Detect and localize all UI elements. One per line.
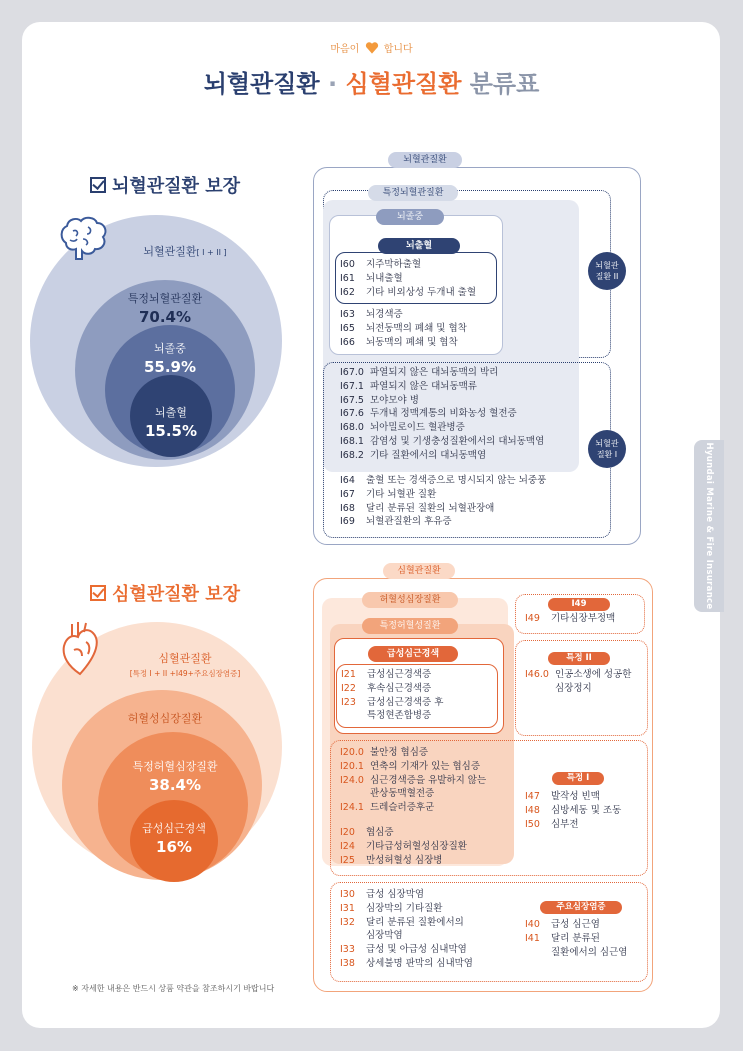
brain-hemorrhage-label-text: 뇌출혈 bbox=[155, 406, 187, 419]
list-item bbox=[340, 957, 473, 971]
heart-ischemic-label-text: 허혈성심장질환 bbox=[127, 712, 203, 725]
title-dot: · bbox=[327, 70, 338, 98]
name-text: 급성 심장막염 bbox=[366, 889, 425, 900]
list-item bbox=[340, 366, 544, 380]
code-text: I20 bbox=[340, 827, 355, 838]
list-item bbox=[340, 902, 473, 916]
brain-section-title-text: 뇌혈관질환 보장 bbox=[112, 176, 240, 197]
name-text: 심방세동 및 조동 bbox=[551, 804, 622, 816]
brain-stroke-list bbox=[340, 308, 467, 349]
name-text: 지주막하출혈 bbox=[366, 259, 422, 270]
list-item bbox=[340, 943, 473, 957]
code-text: I49 bbox=[525, 613, 540, 624]
heart-ischemic-list bbox=[340, 826, 467, 867]
brain-type2-label-text: 뇌혈관 질환 II bbox=[595, 261, 619, 281]
brain-outer-pill: 뇌혈관질환 bbox=[388, 152, 462, 168]
list-item bbox=[340, 854, 467, 868]
brain-specific-list bbox=[340, 366, 544, 463]
name-text: 달리 분류된 질환의 뇌혈관장애 bbox=[366, 502, 495, 514]
side-tab-text: Hyundai Marine & Fire Insurance bbox=[704, 442, 714, 610]
name-text: 발작성 빈맥 bbox=[551, 791, 600, 802]
name-text: 뇌혈관질환의 후유증 bbox=[366, 516, 452, 528]
heart-section-title bbox=[90, 580, 240, 606]
code-text: I46.0 bbox=[525, 669, 549, 680]
brain-stroke-label-text: 뇌졸중 bbox=[154, 342, 186, 355]
name-text: 협심증 bbox=[366, 827, 394, 838]
code-text: I47 bbox=[525, 791, 540, 802]
heart-outer-label-text: 심혈관질환 bbox=[158, 652, 212, 665]
name-text: 달리 분류된 bbox=[551, 932, 600, 944]
code-text: I66 bbox=[340, 336, 355, 348]
heart-ischemic-label bbox=[100, 710, 230, 726]
heart-ami-pct: 16% bbox=[156, 838, 192, 856]
code-text: I68.0 bbox=[340, 422, 364, 434]
name-text: 급성 심근염 bbox=[551, 919, 600, 930]
heart-special2-list bbox=[525, 668, 631, 696]
name-text: 특정현존합병증 bbox=[367, 710, 432, 722]
code-text: I24 bbox=[340, 840, 355, 852]
name-text: 파열되지 않은 대뇌동맥류 bbox=[370, 380, 477, 392]
name-text: 급성심근경색증 bbox=[367, 669, 432, 680]
code-text: I67.1 bbox=[340, 380, 364, 392]
heart-major-list bbox=[525, 918, 627, 959]
name-text: 급성 및 아급성 심내막염 bbox=[366, 944, 467, 956]
name-text: 급성심근경색증 후 bbox=[367, 696, 444, 708]
heart-ami-list bbox=[341, 668, 443, 723]
code-text: I32 bbox=[340, 916, 355, 928]
name-text: 뇌내출혈 bbox=[366, 272, 403, 284]
major-inflammation-tag: 주요심장염증 bbox=[540, 901, 622, 914]
brain-specific-label bbox=[95, 290, 235, 326]
brain-type2-label bbox=[588, 252, 626, 290]
list-item bbox=[340, 826, 467, 840]
name-text: 질환에서의 심근염 bbox=[551, 946, 628, 958]
heart-specific-pill: 특정허혈성질환 bbox=[362, 618, 458, 634]
list-item bbox=[525, 682, 631, 696]
heart-specific-label-text: 특정허혈심장질환 bbox=[132, 760, 218, 773]
brain-hemorrhage-pill: 뇌출혈 bbox=[378, 238, 460, 254]
brain-outer-sub: [ I + II ] bbox=[196, 248, 227, 257]
heart-icon bbox=[365, 41, 379, 55]
special1-tag: 특정 I bbox=[552, 772, 604, 785]
brain-hemorrhage-list bbox=[340, 258, 476, 299]
code-text: I22 bbox=[341, 682, 356, 694]
name-text: 불안정 협심증 bbox=[370, 747, 429, 758]
list-item bbox=[525, 946, 627, 960]
brain-hemorrhage-pct: 15.5% bbox=[144, 422, 198, 440]
heart-specific-label bbox=[105, 758, 245, 794]
heart-ami-label-text: 급성심근경색 bbox=[142, 822, 206, 835]
code-text: I31 bbox=[340, 902, 355, 914]
code-text: I48 bbox=[525, 804, 540, 816]
heart-organ-icon bbox=[58, 620, 102, 676]
name-text: 뇌동맥의 폐쇄 및 협착 bbox=[366, 336, 458, 348]
brain-stroke-pill: 뇌졸중 bbox=[376, 209, 444, 225]
brain-stroke-label bbox=[110, 340, 230, 376]
brain-type1-label bbox=[588, 430, 626, 468]
list-item bbox=[341, 696, 443, 710]
heart-outer-pill: 심혈관질환 bbox=[383, 563, 455, 579]
brain-stroke-pct: 55.9% bbox=[143, 358, 197, 376]
heart-special1-list bbox=[525, 790, 621, 831]
list-item bbox=[341, 682, 443, 696]
name-text: 감염성 및 기생충성질환에서의 대뇌동맥염 bbox=[370, 435, 545, 447]
code-text: I62 bbox=[340, 286, 355, 298]
list-item bbox=[525, 804, 621, 818]
list-item bbox=[340, 286, 476, 300]
list-item bbox=[340, 421, 544, 435]
list-item bbox=[340, 502, 546, 516]
list-item bbox=[340, 336, 467, 350]
name-text: 기타급성허혈성심장질환 bbox=[366, 840, 467, 852]
code-text: I33 bbox=[340, 944, 355, 956]
list-item bbox=[341, 709, 443, 723]
name-text: 상세불명 판막의 심내막염 bbox=[366, 957, 473, 969]
heart-ami-pill: 급성심근경색 bbox=[368, 646, 458, 662]
name-text: 후속심근경색증 bbox=[367, 682, 432, 694]
code-text: I63 bbox=[340, 309, 355, 320]
brain-icon bbox=[58, 215, 110, 261]
brain-specific-label-text: 특정뇌혈관질환 bbox=[127, 292, 203, 305]
code-text: I67 bbox=[340, 488, 355, 500]
list-item bbox=[340, 787, 486, 801]
i49-tag: I49 bbox=[548, 598, 610, 611]
list-item bbox=[340, 488, 546, 502]
code-text: I68.1 bbox=[340, 435, 364, 447]
special2-tag: 특정 II bbox=[548, 652, 610, 665]
list-item bbox=[340, 774, 486, 788]
list-item bbox=[340, 308, 467, 322]
list-item bbox=[525, 932, 627, 946]
name-text: 뇌아밀로이드 혈관병증 bbox=[370, 422, 465, 434]
heart-ischemic-pill: 허혈성심장질환 bbox=[362, 592, 458, 608]
list-item bbox=[340, 888, 473, 902]
name-text: 만성허혈성 심장병 bbox=[366, 854, 443, 866]
code-text: I25 bbox=[340, 854, 355, 866]
heart-section-title-text: 심혈관질환 보장 bbox=[112, 584, 240, 605]
brain-outer-label bbox=[120, 243, 250, 259]
brain-specific-pill: 특정뇌혈관질환 bbox=[368, 185, 458, 201]
list-item bbox=[340, 746, 486, 760]
heart-ami-label bbox=[132, 820, 216, 856]
page-title bbox=[0, 64, 743, 99]
list-item bbox=[340, 760, 486, 774]
list-item bbox=[340, 435, 544, 449]
list-item bbox=[340, 258, 476, 272]
list-item bbox=[525, 668, 631, 682]
list-item bbox=[341, 668, 443, 682]
code-text: I68.2 bbox=[340, 449, 364, 461]
name-text: 심부전 bbox=[551, 818, 579, 830]
name-text: 파열되지 않은 대뇌동맥의 박리 bbox=[370, 367, 499, 378]
name-text: 출혈 또는 경색증으로 명시되지 않는 뇌중풍 bbox=[366, 475, 547, 486]
code-text: I40 bbox=[525, 919, 540, 930]
name-text: 인공소생에 성공한 bbox=[555, 669, 632, 680]
list-item bbox=[340, 322, 467, 336]
name-text: 기타심장부정맥 bbox=[551, 613, 616, 624]
name-text: 모야모야 병 bbox=[370, 394, 419, 406]
name-text: 기타 비외상성 두개내 출혈 bbox=[366, 286, 477, 298]
brain-outer-label-text: 뇌혈관질환 bbox=[143, 245, 197, 258]
list-item bbox=[340, 407, 544, 421]
list-item bbox=[340, 916, 473, 930]
code-text: I64 bbox=[340, 475, 355, 486]
brand-slogan bbox=[0, 40, 743, 55]
list-item bbox=[340, 380, 544, 394]
name-text: 뇌전동맥의 폐쇄 및 협착 bbox=[366, 322, 467, 334]
heart-specific-pct: 38.4% bbox=[148, 776, 202, 794]
name-text: 심장막염 bbox=[366, 930, 403, 942]
code-text: I24.1 bbox=[340, 802, 364, 814]
brand-right-text: 합니다 bbox=[383, 44, 413, 55]
code-text: I41 bbox=[525, 932, 540, 944]
list-item bbox=[525, 612, 615, 626]
checkbox-icon bbox=[90, 177, 106, 193]
title-part1: 뇌혈관질환 bbox=[203, 70, 320, 98]
title-part3: 분류표 bbox=[469, 70, 540, 98]
name-text: 기타 뇌혈관 질환 bbox=[366, 488, 437, 500]
name-text: 연축의 기재가 있는 협심증 bbox=[370, 760, 481, 772]
name-text: 기타 질환에서의 대뇌동맥염 bbox=[370, 449, 487, 461]
code-text: I68 bbox=[340, 502, 355, 514]
heart-specific-list bbox=[340, 746, 486, 815]
code-text: I20.1 bbox=[340, 760, 364, 772]
heart-outer-sub: [특정 I + II +I49+주요심장염증] bbox=[129, 669, 241, 678]
code-text: I21 bbox=[341, 669, 356, 680]
footnote: ※ 자세한 내용은 반드시 상품 약관을 참조하시기 바랍니다 bbox=[72, 984, 275, 993]
name-text: 드레슬러증후군 bbox=[370, 802, 435, 814]
name-text: 심근경색증을 유발하지 않는 bbox=[370, 774, 487, 786]
code-text: I20.0 bbox=[340, 747, 364, 758]
list-item bbox=[340, 474, 546, 488]
code-text: I38 bbox=[340, 957, 355, 969]
name-text: 달리 분류된 질환에서의 bbox=[366, 916, 464, 928]
title-part2: 심혈관질환 bbox=[345, 70, 462, 98]
heart-other-list bbox=[340, 888, 473, 971]
list-item bbox=[340, 840, 467, 854]
list-item bbox=[525, 790, 621, 804]
list-item bbox=[340, 515, 546, 529]
list-item bbox=[525, 918, 627, 932]
name-text: 심장정지 bbox=[555, 682, 592, 694]
list-item bbox=[525, 818, 621, 832]
name-text: 두개내 정맥계통의 비화농성 혈전증 bbox=[370, 408, 517, 420]
brand-left-text: 마음이 bbox=[330, 44, 360, 55]
heart-outer-label bbox=[110, 650, 260, 679]
heart-i49-row bbox=[525, 612, 615, 626]
brain-other-list bbox=[340, 474, 546, 529]
code-text: I60 bbox=[340, 259, 355, 270]
code-text: I30 bbox=[340, 889, 355, 900]
code-text: I61 bbox=[340, 272, 355, 284]
checkbox-icon bbox=[90, 585, 106, 601]
code-text: I50 bbox=[525, 818, 540, 830]
side-tab bbox=[694, 440, 724, 612]
list-item bbox=[340, 394, 544, 408]
name-text: 심장막의 기타질환 bbox=[366, 902, 443, 914]
list-item bbox=[340, 929, 473, 943]
name-text: 관상동맥혈전증 bbox=[370, 788, 435, 800]
code-text: I24.0 bbox=[340, 774, 364, 786]
code-text: I23 bbox=[341, 696, 356, 708]
brain-specific-pct: 70.4% bbox=[138, 308, 192, 326]
brain-hemorrhage-label bbox=[131, 404, 211, 440]
name-text: 뇌경색증 bbox=[366, 309, 403, 320]
brain-section-title bbox=[90, 172, 240, 198]
code-text: I69 bbox=[340, 516, 355, 528]
list-item bbox=[340, 449, 544, 463]
brain-type1-label-text: 뇌혈관 질환 I bbox=[595, 439, 619, 459]
list-item bbox=[340, 801, 486, 815]
code-text: I67.6 bbox=[340, 408, 364, 420]
code-text: I67.5 bbox=[340, 394, 364, 406]
code-text: I65 bbox=[340, 322, 355, 334]
list-item bbox=[340, 272, 476, 286]
code-text: I67.0 bbox=[340, 367, 364, 378]
